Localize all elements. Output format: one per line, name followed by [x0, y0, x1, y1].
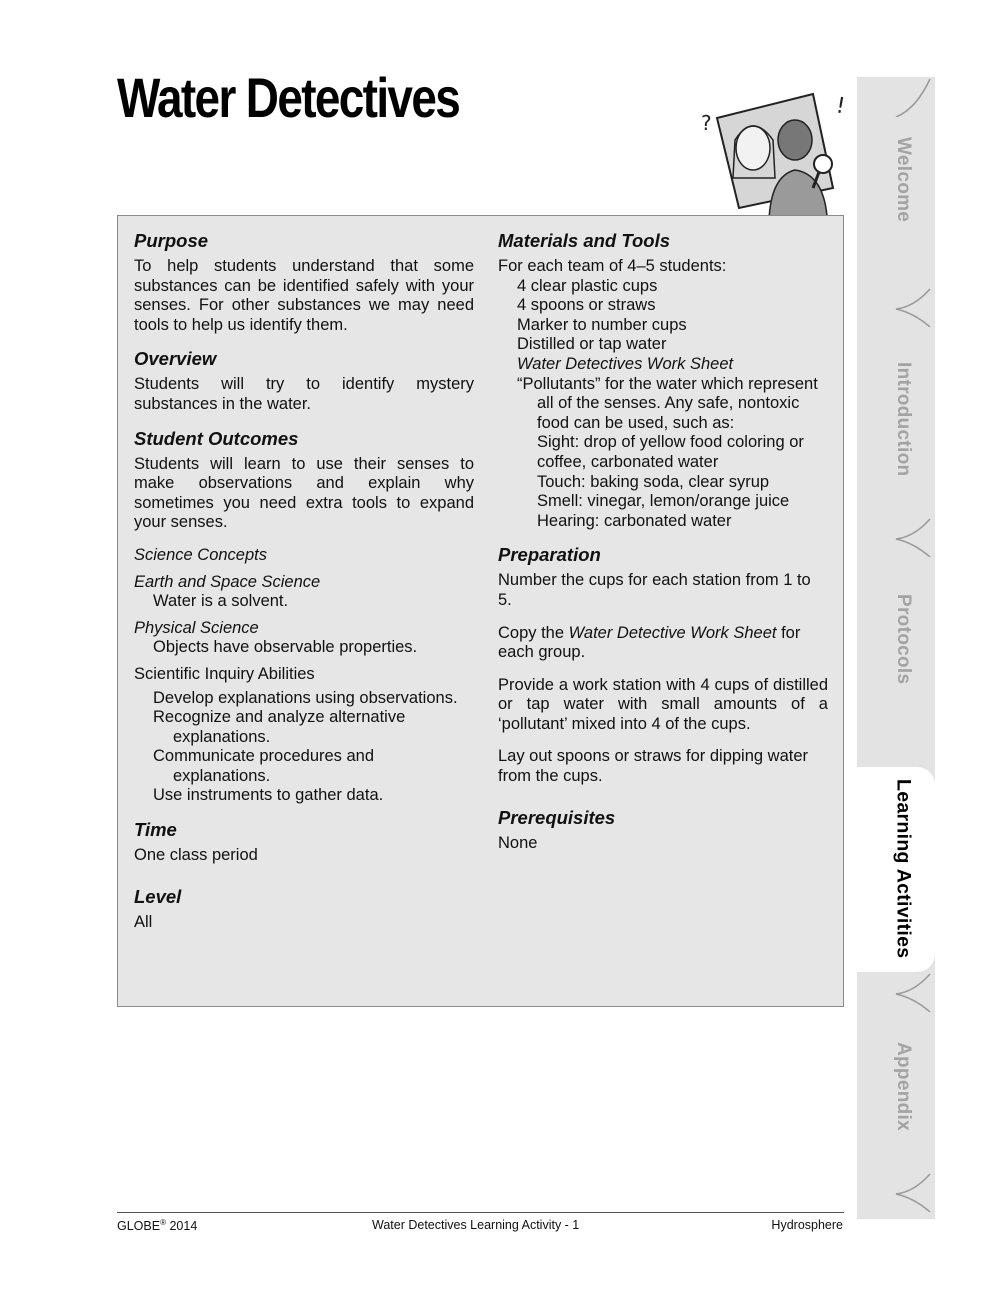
tab-label: Learning Activities: [892, 779, 915, 959]
prep-step: Number the cups for each station from 1 to 5.: [498, 571, 811, 609]
tab-label: Protocols: [893, 594, 914, 685]
materials-item-worksheet: Water Detectives Work Sheet: [517, 354, 734, 373]
pollutant-item: Touch: baking soda, clear syrup: [537, 472, 770, 491]
students-illustration: [695, 90, 855, 220]
tab-divider: [894, 1172, 934, 1212]
materials-item: Marker to number cups: [517, 315, 687, 334]
level-text: All: [134, 912, 153, 931]
tab-introduction[interactable]: [857, 362, 935, 502]
footer-section: Hydrosphere: [771, 1218, 843, 1232]
materials-item: Distilled or tap water: [517, 335, 667, 354]
registered-mark: ®: [160, 1218, 166, 1227]
overview-text: Students will try to identify mystery substances in the water.: [134, 375, 474, 413]
footer-brand: GLOBE: [117, 1219, 161, 1234]
tab-label: Appendix: [893, 1042, 914, 1131]
page-title: Water Detectives: [117, 66, 460, 129]
physical-science-label: Physical Science: [134, 618, 259, 637]
inquiry-label: Scientific Inquiry Abilities: [134, 664, 315, 683]
tab-learning-activities[interactable]: [857, 767, 935, 972]
pollutant-item: Sight: drop of yellow food coloring or coffee, carbonated water: [537, 433, 804, 471]
activity-summary-box: [117, 215, 844, 1007]
time-text: One class period: [134, 846, 258, 865]
footer-rule: [117, 1212, 844, 1213]
inquiry-item: Develop explanations using observations.: [153, 688, 458, 707]
outcomes-text: Students will learn to use their senses to make observations and explain why sometimes you need extra tools to expand your senses.: [134, 454, 474, 532]
prep-text: for each group.: [498, 623, 801, 662]
prep-step-copy: [498, 624, 828, 663]
physical-science-item: Objects have observable properties.: [153, 638, 418, 657]
worksheet-title: Water Detective Work Sheet: [568, 623, 777, 642]
outcomes-heading: Student Outcomes: [134, 427, 299, 449]
pollutant-item: Smell: vinegar, lemon/orange juice: [537, 492, 790, 511]
prep-text: Copy the: [498, 623, 569, 642]
tab-protocols[interactable]: [857, 594, 935, 714]
section-sidebar: [857, 77, 935, 1219]
left-column: [134, 230, 474, 945]
inquiry-item: Communicate procedures and explanations.: [153, 747, 375, 785]
materials-item-pollutants: “Pollutants” for the water which represent all of the senses. Any safe, nontoxic food can be used, such as:: [517, 374, 818, 432]
prep-step: Lay out spoons or straws for dipping water from the cups.: [498, 747, 808, 786]
purpose-text: To help students understand that some substances can be identified safely with your senses. For other substances we may need tools to help us identify them.: [134, 257, 474, 334]
inquiry-item: Use instruments to gather data.: [153, 786, 384, 805]
footer-copyright: [117, 1218, 197, 1233]
svg-text:!: !: [833, 93, 847, 120]
tab-divider: [894, 287, 934, 327]
prerequisites-heading: Prerequisites: [498, 806, 616, 828]
tab-label: Introduction: [893, 362, 914, 477]
prerequisites-text: None: [498, 833, 538, 852]
prep-step: Provide a work station with 4 cups of distilled or tap water with small amounts of a ‘pollutant’ mixed into 4 of the cups.: [498, 675, 828, 733]
materials-heading: Materials and Tools: [498, 230, 671, 251]
tab-welcome[interactable]: [857, 137, 935, 247]
footer-page-label: Water Detectives Learning Activity - 1: [372, 1218, 580, 1232]
materials-item: 4 clear plastic cups: [517, 276, 658, 295]
tab-appendix[interactable]: [857, 1042, 935, 1152]
purpose-heading: Purpose: [134, 230, 209, 251]
materials-intro: For each team of 4–5 students:: [498, 257, 727, 275]
svg-text:?: ?: [701, 111, 712, 135]
earth-space-item: Water is a solvent.: [153, 592, 289, 611]
level-heading: Level: [134, 885, 182, 907]
tab-divider: [894, 77, 934, 117]
tab-label: Welcome: [893, 137, 914, 223]
science-concepts-label: Science Concepts: [134, 545, 267, 564]
time-heading: Time: [134, 819, 177, 841]
preparation-heading: Preparation: [498, 544, 601, 566]
footer-year: 2014: [165, 1219, 198, 1234]
materials-item: 4 spoons or straws: [517, 296, 656, 315]
overview-heading: Overview: [134, 348, 217, 370]
tab-divider: [894, 972, 934, 1012]
pollutant-item: Hearing: carbonated water: [537, 511, 732, 530]
tab-divider: [894, 517, 934, 557]
earth-space-label: Earth and Space Science: [134, 572, 321, 591]
inquiry-item: Recognize and analyze alternative explanations.: [153, 708, 406, 746]
right-column: [498, 230, 828, 866]
